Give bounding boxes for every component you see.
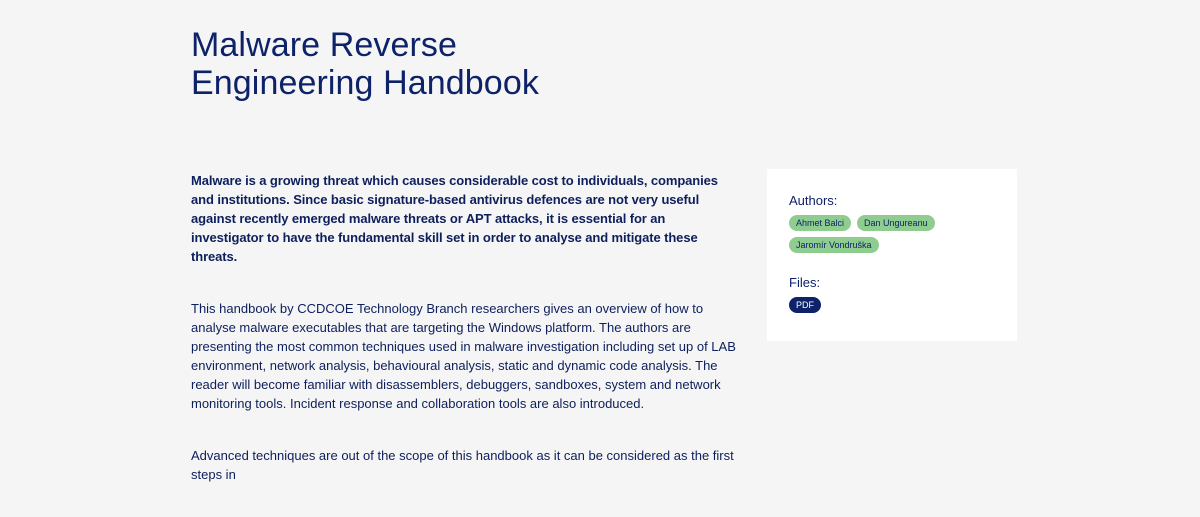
pdf-download-button[interactable]: PDF <box>789 297 821 313</box>
lead-paragraph: Malware is a growing threat which causes considerable cost to individuals, companies and institutions. Since basic signature-based antivirus defences are not very useful against recently emerged malware threats or APT attacks, it is essential for an investigator to have the fundamental skill set in order to analyse and mitigate these threats. <box>191 173 718 264</box>
author-tag-ahmet-balci[interactable]: Ahmet Balci <box>789 215 851 231</box>
page-title-line-1: Malware Reverse <box>191 26 458 64</box>
publication-info-card <box>767 169 1017 341</box>
page-title <box>191 26 711 102</box>
author-tags <box>789 215 995 253</box>
author-tag-dan-ungureanu[interactable]: Dan Ungureanu <box>857 215 935 231</box>
author-tag-jaromir-vondruska[interactable]: Jaromír Vondruška <box>789 237 879 253</box>
page-title-line-2: Engineering Handbook <box>191 64 539 102</box>
authors-heading: Authors: <box>789 193 838 208</box>
file-tags <box>789 297 995 313</box>
main-content <box>191 171 736 517</box>
description-paragraph: This handbook by CCDCOE Technology Branch researchers gives an overview of how to analyse malware executables that are targeting the Windows platform. The authors are presenting the most common techniques used in malware investigation including set up of LAB environment, network analysis, behavioural analysis, static and dynamic code analysis. The reader will become familiar with disassemblers, debuggers, sandboxes, system and network monitoring tools. Incident response and collaboration tools are also introduced. <box>191 301 736 411</box>
scope-paragraph: Advanced techniques are out of the scope of this handbook as it can be considered as the first steps in <box>191 448 734 482</box>
files-heading: Files: <box>789 275 821 290</box>
